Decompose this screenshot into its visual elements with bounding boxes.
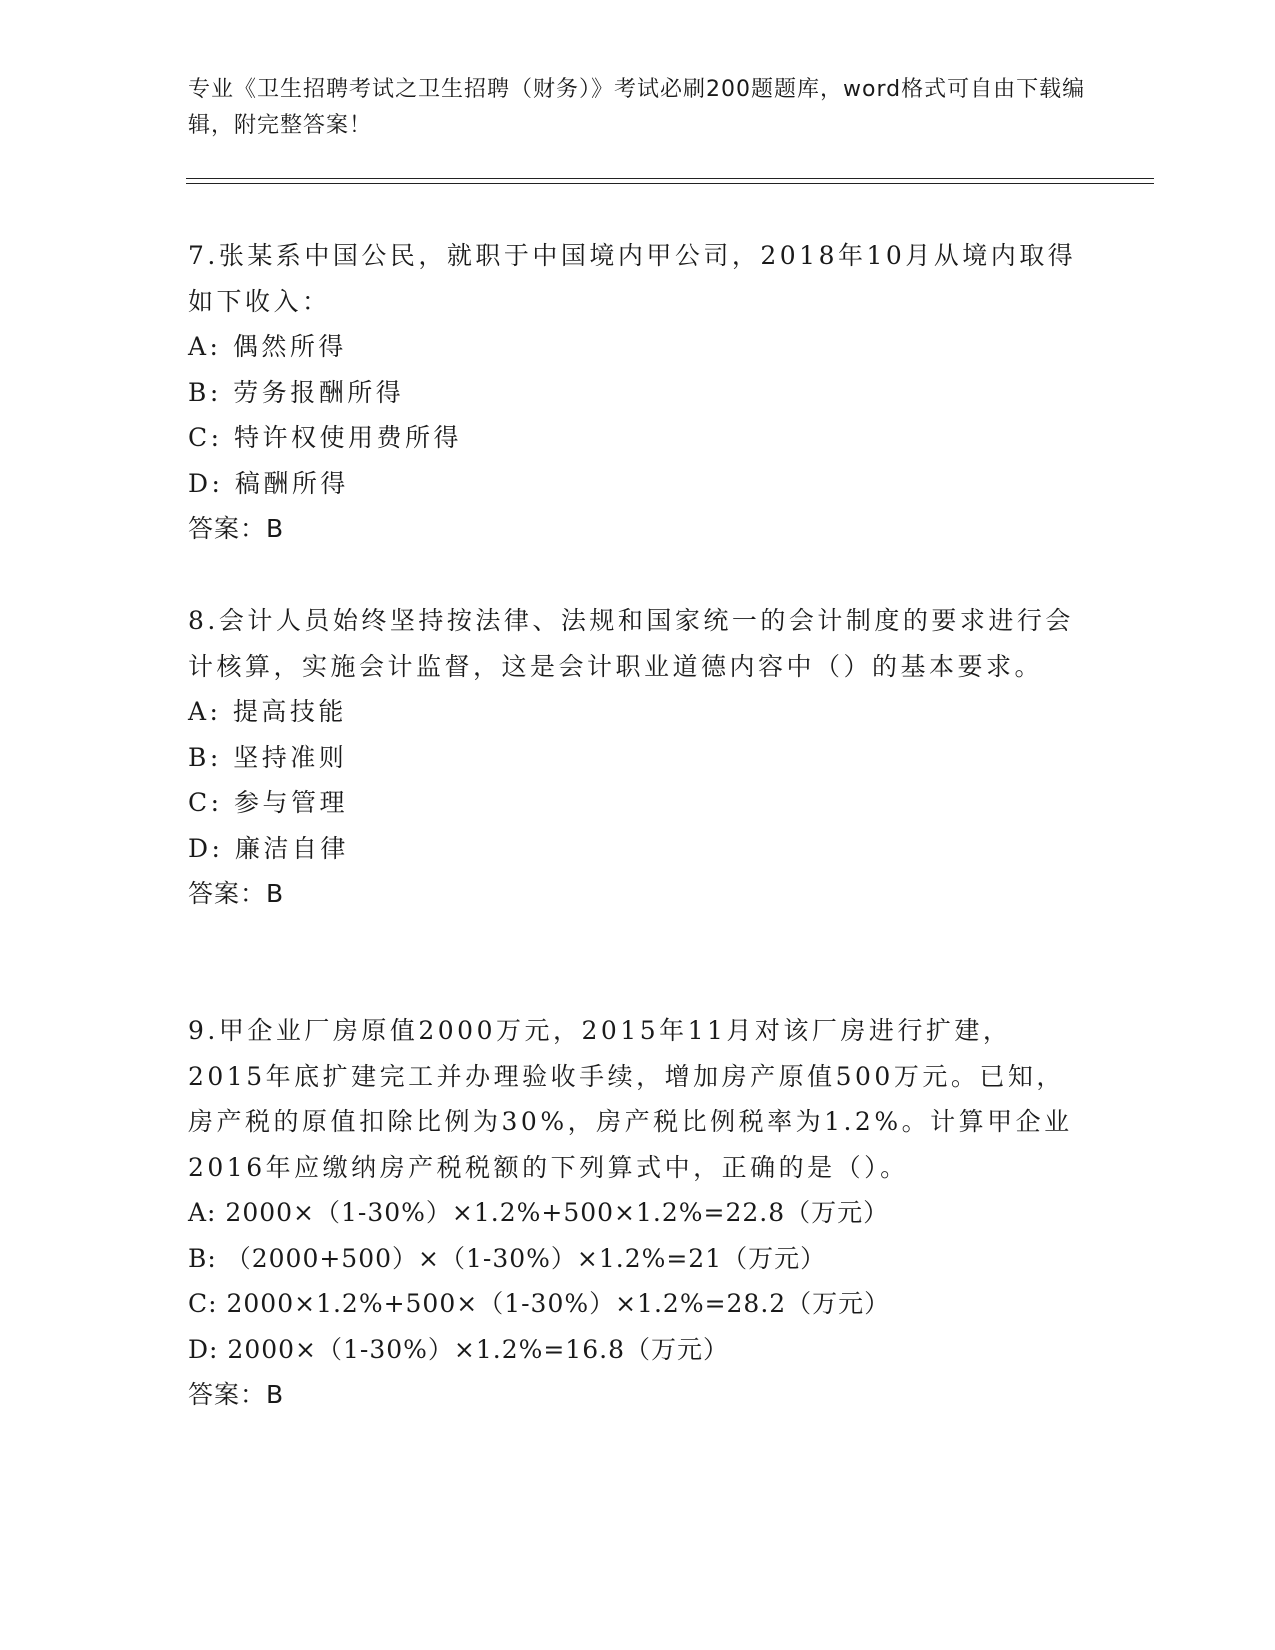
question-stem: 8.会计人员始终坚持按法律、法规和国家统一的会计制度的要求进行会计核算，实施会计监督，这是会计职业道德内容中（）的基本要求。 [188,606,1074,681]
option-a: A: 2000×（1-30%）×1.2%+500×1.2%=22.8（万元） [188,1198,890,1227]
header-divider-bottom [186,183,1154,184]
option-b: B: 坚持准则 [188,742,348,772]
question-8 [188,598,1088,917]
question-7 [188,233,1088,552]
question-stem: 9.甲企业厂房原值2000万元，2015年11月对该厂房进行扩建，2015年底扩建完工并办理验收手续，增加房产原值500万元。已知，房产税的原值扣除比例为30%，房产税比例税率为1.2%。计算甲企业2016年应缴纳房产税税额的下列算式中，正确的是（）。 [188,1016,1073,1182]
option-b: B: （2000+500）×（1-30%）×1.2%=21（万元） [188,1243,827,1273]
option-a: A: 提高技能 [188,697,347,726]
option-c: C: 特许权使用费所得 [188,423,462,452]
document-header: 专业《卫生招聘考试之卫生招聘（财务）》考试必刷200题题库，word格式可自由下载编辑，附完整答案！ [188,77,1086,138]
option-c: C: 2000×1.2%+500×（1-30%）×1.2%=28.2（万元） [188,1289,891,1318]
option-d: D: 稿酬所得 [188,468,349,498]
option-a: A: 偶然所得 [188,332,347,361]
question-9 [188,1008,1088,1418]
option-b: B: 劳务报酬所得 [188,377,405,407]
answer: 答案：B [188,879,285,908]
option-d: D: 2000×（1-30%）×1.2%=16.8（万元） [188,1334,729,1364]
question-stem: 7.张某系中国公民，就职于中国境内甲公司，2018年10月从境内取得如下收入： [188,241,1077,316]
answer: 答案：B [188,514,285,543]
option-c: C: 参与管理 [188,788,348,817]
option-d: D: 廉洁自律 [188,833,349,863]
header-divider-top [186,178,1154,179]
answer: 答案：B [188,1380,285,1409]
